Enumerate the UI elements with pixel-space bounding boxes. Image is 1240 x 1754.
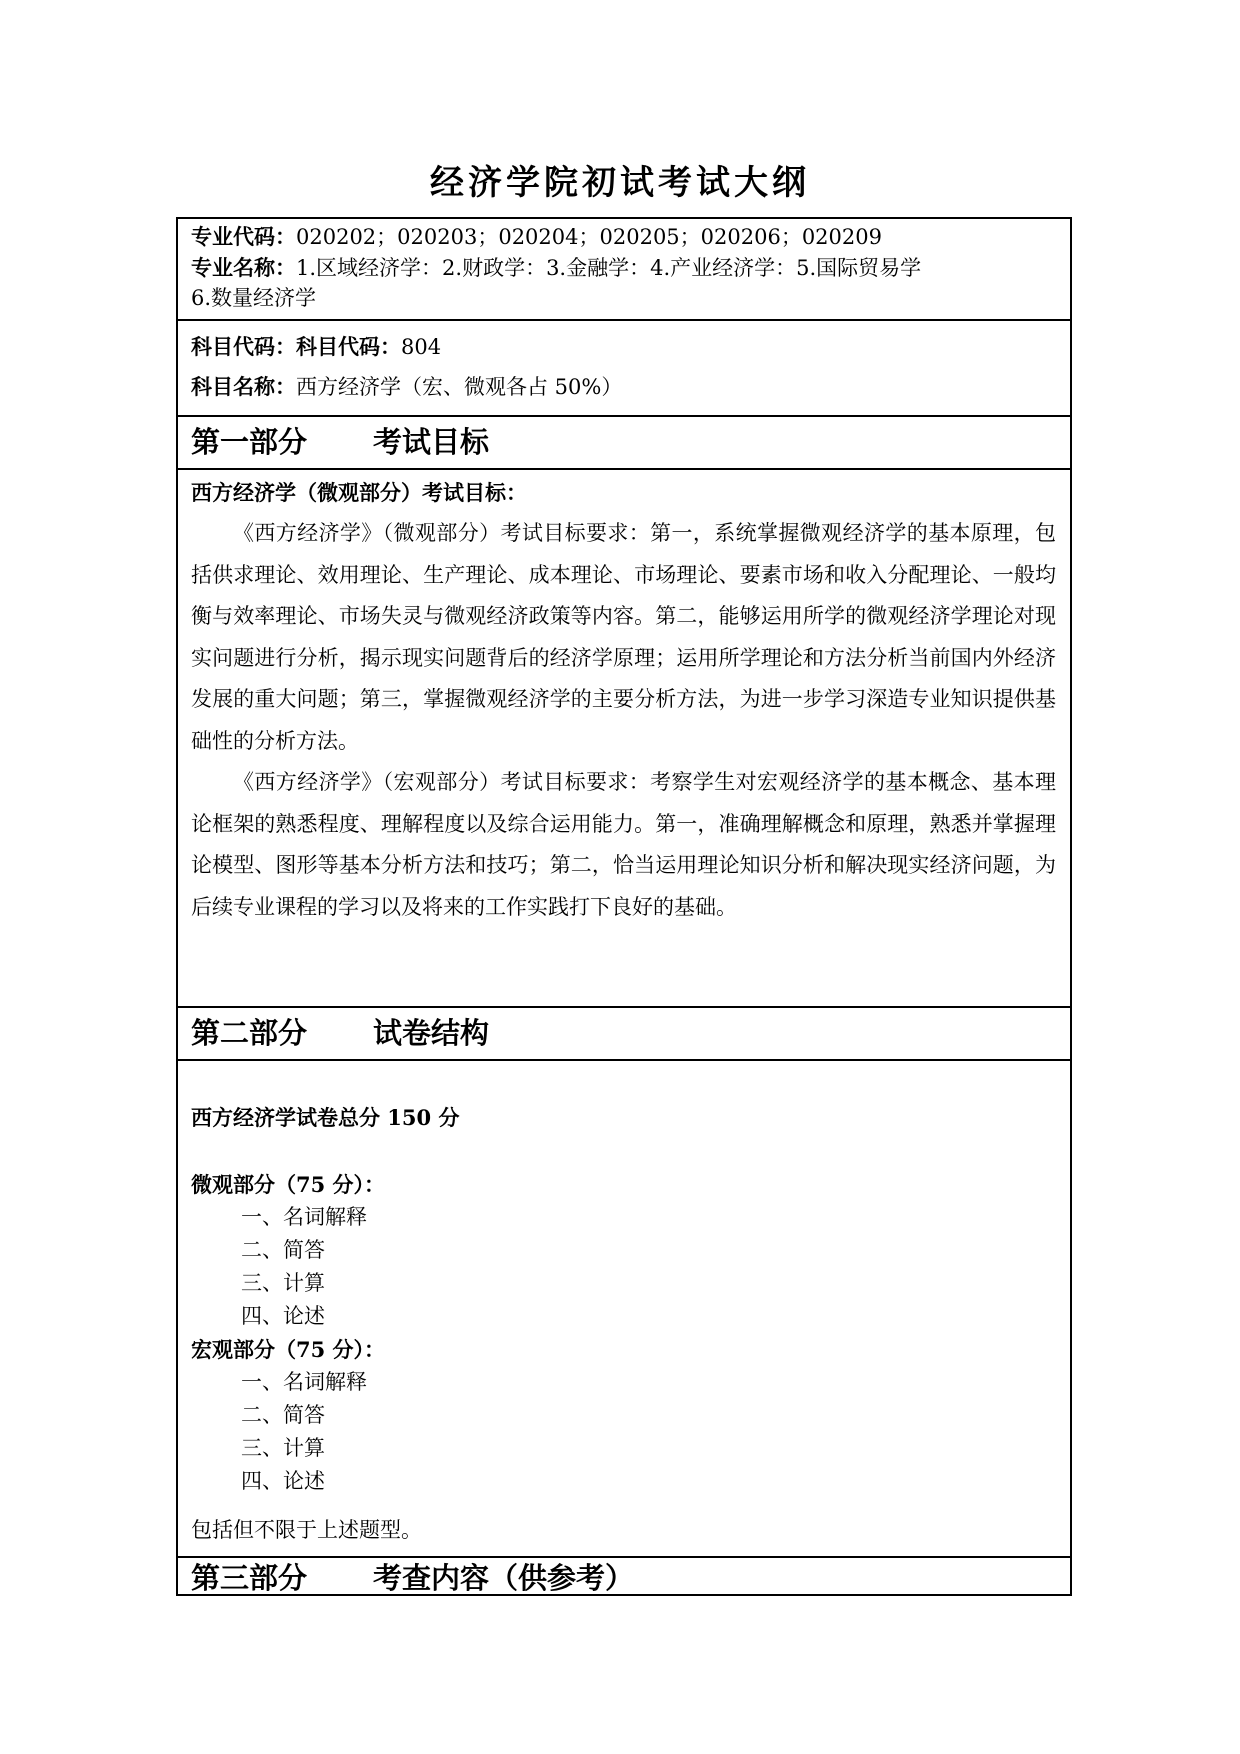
part2-number: 第二部分 [191,1016,308,1050]
micro-objective-paragraph: 《西方经济学》（微观部分）考试目标要求：第一，系统掌握微观经济学的基本原理，包括供求理论、效用理论、生产理论、成本理论、市场理论、要素市场和收入分配理论、一般均衡与效率理论、市场失灵与微观经济政策等内容。第二，能够运用所学的微观经济学理论对现实问题进行分析，揭示现实问题背后的经济学原理；运用所学理论和方法分析当前国内外经济发展的重大问题；第三，掌握微观经济学的主要分析方法，为进一步学习深造专业知识提供基础性的分析方法。 [191,521,1056,753]
major-code-label: 专业代码： [191,224,296,249]
part2-body [178,1059,1070,1556]
subject-info-section [178,319,1070,415]
major-name-label: 专业名称： [191,255,296,280]
list-item: 二、简答 [241,1238,325,1262]
part1-title: 考试目标 [373,425,490,459]
part2-title: 试卷结构 [373,1016,490,1050]
part1-heading [178,415,1070,468]
major-code-value: 020202；020203；020204；020205；020206；020209 [296,225,882,249]
list-item: 一、名词解释 [241,1370,367,1394]
list-item: 三、计算 [241,1436,325,1460]
macro-objective-paragraph: 《西方经济学》（宏观部分）考试目标要求：考察学生对宏观经济学的基本概念、基本理论框架的熟悉程度、理解程度以及综合运用能力。第一，准确理解概念和原理，熟悉并掌握理论模型、图形等基本分析方法和技巧；第二，恰当运用理论知识分析和解决现实经济问题，为后续专业课程的学习以及将来的工作实践打下良好的基础。 [191,770,1056,919]
major-name-value: 1.区域经济学：2.财政学：3.金融学：4.产业经济学：5.国际贸易学 [296,256,922,280]
micro-section [191,1168,1056,1498]
subject-code-value: 804 [401,335,442,359]
subject-name-label: 科目名称： [191,374,296,399]
list-item: 二、简答 [241,1403,325,1427]
subject-code-label: 科目代码：科目代码： [191,334,401,359]
part3-heading [178,1556,1070,1596]
macro-heading: 宏观部分（75 分）： [191,1337,386,1362]
part2-heading [178,1006,1070,1059]
subject-name-line [191,367,1056,407]
subject-name-value: 西方经济学（宏、微观各占 50%） [296,375,623,399]
part1-body [178,468,1070,1006]
part3-title: 考查内容（供参考） [373,1561,635,1595]
question-type-note: 包括但不限于上述题型。 [191,1518,422,1542]
list-item: 三、计算 [241,1271,325,1295]
major-name-line-2: 6.数量经济学 [191,286,317,310]
part1-subheading: 西方经济学（微观部分）考试目标： [191,480,527,505]
part1-number: 第一部分 [191,425,308,459]
major-code-line [191,221,1056,252]
part3-number: 第三部分 [191,1561,308,1595]
total-score: 西方经济学试卷总分 150 分 [191,1105,460,1130]
major-name-line [191,252,1056,283]
outline-table [176,217,1072,1596]
document-title: 经济学院初试考试大纲 [430,163,810,203]
micro-heading: 微观部分（75 分）： [191,1172,386,1197]
subject-code-line [191,327,1056,367]
list-item: 四、论述 [241,1304,325,1328]
list-item: 一、名词解释 [241,1205,367,1229]
list-item: 四、论述 [241,1469,325,1493]
major-info-section [178,221,1070,317]
